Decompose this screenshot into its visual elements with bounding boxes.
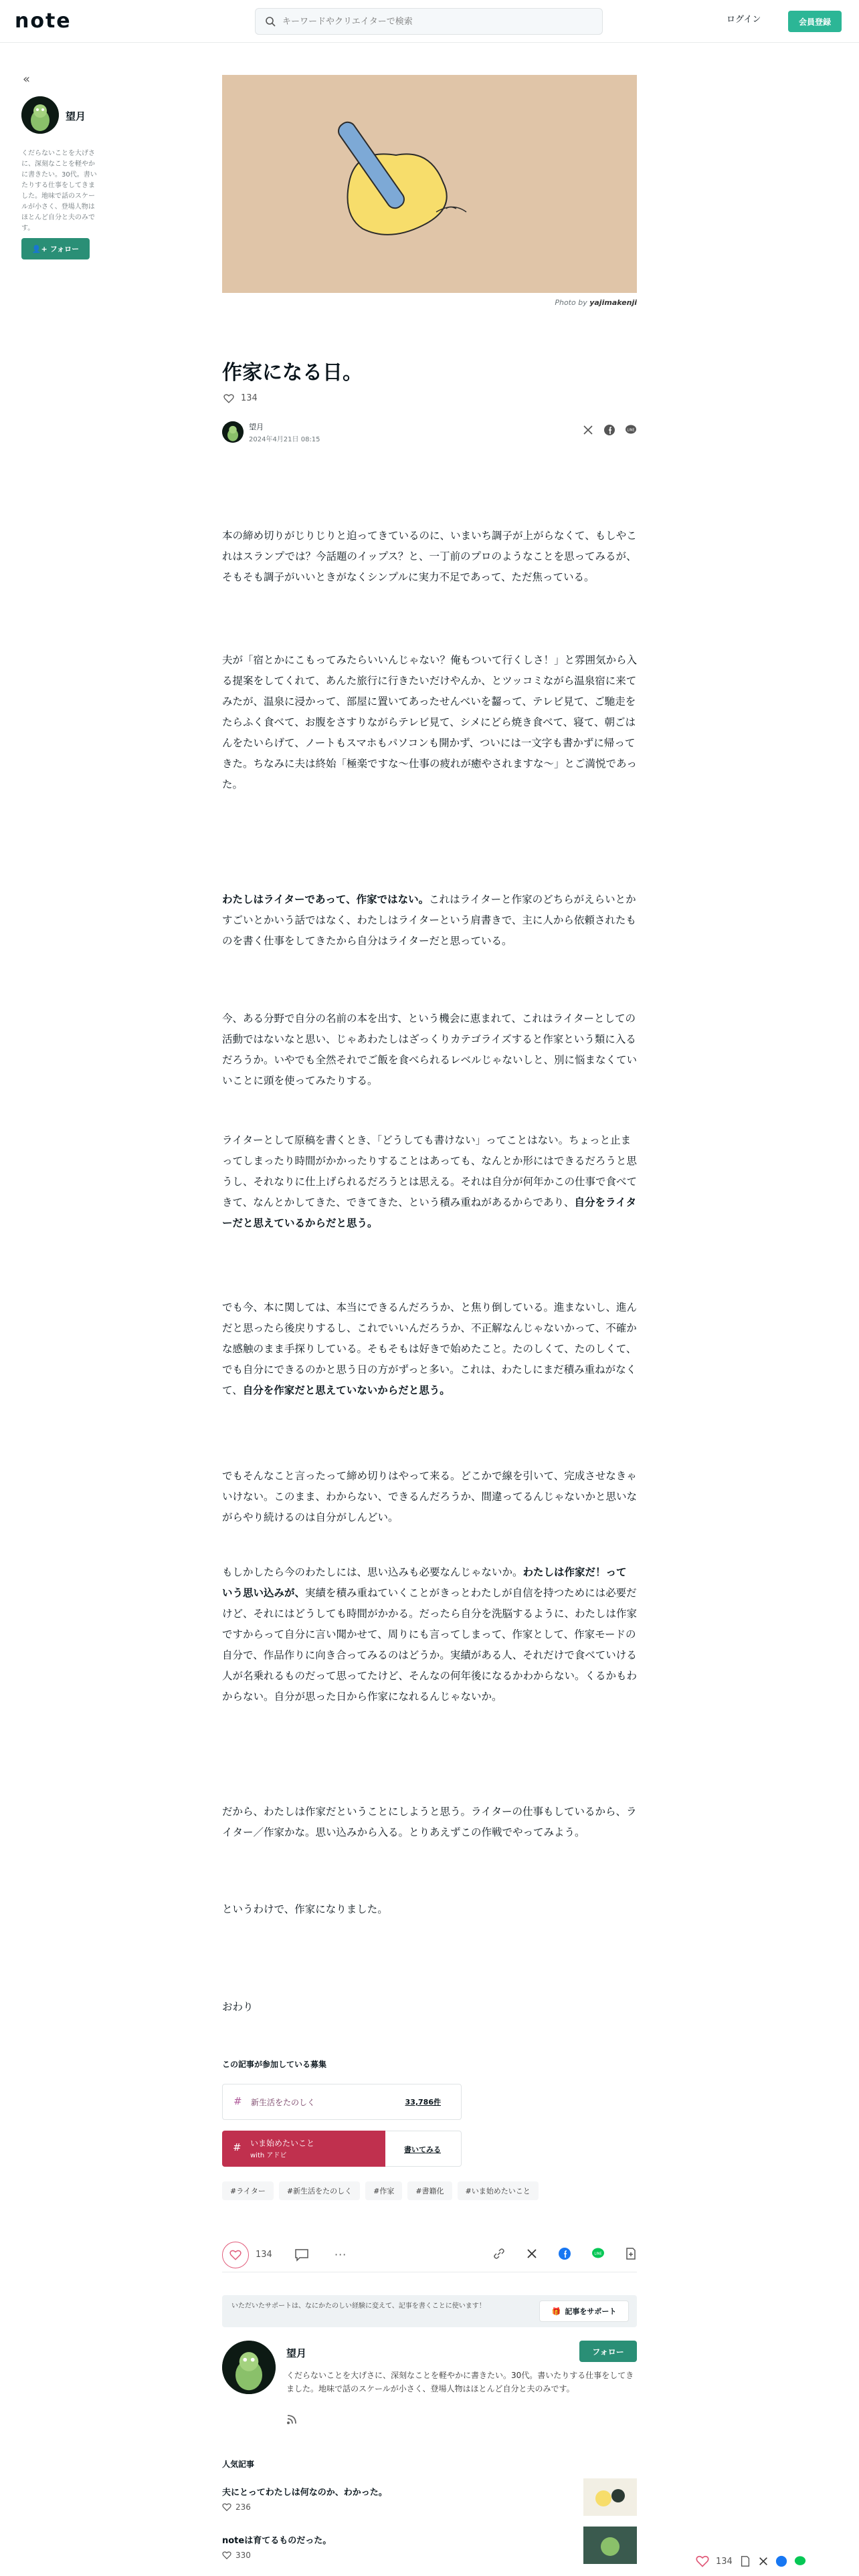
publish-date: 2024年4月21日 08:15 [249,436,320,443]
share-icons-top [582,424,637,436]
magazine-card[interactable] [222,2084,462,2120]
paragraph: だから、わたしは作家だということにしようと思う。ライターの仕事もしているから、ライター／作家かな。思い込みから入る。とりあえずこの作戦でやってみよう。 [222,1806,637,1838]
popular-likes: 330 [222,2551,251,2560]
line-share-icon[interactable] [625,424,637,436]
login-link[interactable]: ログイン [727,15,761,25]
popular-heading: 人気記事 [222,2460,255,2469]
tag[interactable]: #いま始めたいこと [458,2181,539,2200]
heart-icon[interactable] [696,2555,709,2567]
magazine-count[interactable]: 33,786件 [405,2098,441,2107]
hero-image [222,75,637,293]
rss-icon[interactable] [286,2414,297,2425]
paragraph: もしかしたら今のわたしには、思い込みも必要なんじゃないか。わたしは作家だ！っていう思い込みが、実績を積み重ねていくことがきっとわたしが自信を持つためには必要だけど、それにはどうしても時間がかかる。だったら自分を洗脳するように、わたしは作家ですからって自分に言い聞かせて、周りにも言ってしまって、作家として、作家モードの自分で、作品作りに向き合ってみるのはどうか。実績がある人、それだけで食べていける人が名乗れるものだって思ってたけど、そんなの何年後になるかわからない。くるかもわからない。自分が思った日から作家になれるんじゃないか。 [222,1566,638,1703]
profile-avatar[interactable] [222,2341,276,2394]
facebook-share-icon[interactable] [558,2247,571,2260]
heart-icon [229,2250,242,2260]
popular-title[interactable]: 夫にとってわたしは何なのか、わかった。 [222,2488,387,2498]
sidebar-author-name[interactable]: 望月 [66,110,86,122]
heart-icon [222,2551,231,2559]
magazine-banner[interactable] [222,2131,385,2167]
share-icons-bottom [492,2247,637,2260]
like-count: 134 [256,2250,272,2260]
paragraph: おわり [222,2001,254,2013]
popular-thumbnail[interactable] [583,2478,637,2516]
floating-action-bar [696,2547,859,2576]
magazines-heading: この記事が参加している募集 [222,2060,327,2069]
comment-icon[interactable] [294,2248,309,2262]
profile-bio: くだらないことを大げさに、深刻なことを軽やかに書きたい。30代。書いたりする仕事をしてきました。地味で話のスケールが小さく、登場人物はほとんど自分と夫のみです。 [286,2371,634,2393]
x-share-icon[interactable] [526,2248,538,2260]
tag[interactable]: #作家 [365,2181,402,2200]
user-plus-icon: 👤+ [31,244,47,253]
save-to-magazine-icon[interactable] [739,2555,751,2567]
svg-text:LINE: LINE [594,2252,602,2256]
paragraph: わたしはライターであって、作家ではない。これはライターと作家のどちらがえらいとかすごいとかいう話ではなく、わたしはライターという肩書きで、主に人から依頼されたものを書く仕事をしてきたから自分はライターだと思っている。 [222,893,636,947]
magazine-card[interactable] [222,2131,462,2167]
article-title: 作家になる日。 [222,361,363,385]
sidebar-follow-button[interactable] [21,238,90,259]
popular-article[interactable] [222,2485,637,2525]
support-text: いただいたサポートは、なにかたのしい経験に変えて、記事を書くことに使います！ [231,2302,486,2310]
profile-name[interactable]: 望月 [286,2347,307,2359]
gift-icon: 🎁 [551,2306,561,2316]
signup-button[interactable]: 会員登録 [788,11,842,32]
popular-thumbnail[interactable] [583,2527,637,2564]
like-button[interactable] [222,2242,249,2268]
sidebar-author-bio: くだらないことを大げさに、深刻なことを軽やかに書きたい。30代。書いたりする仕事をしてきました。地味で話のスケールが小さく、登場人物はほとんど自分と夫のみです。 [21,150,97,232]
facebook-share-icon[interactable] [603,424,615,436]
support-button[interactable]: 🎁 記事をサポート [539,2300,629,2322]
write-button[interactable]: 書いてみる [385,2131,462,2167]
profile-follow-button[interactable]: フォロー [579,2341,637,2362]
heart-icon [223,394,234,403]
paragraph: というわけで、作家になりました。 [222,1903,388,1915]
heart-icon [222,2503,231,2511]
facebook-share-icon[interactable] [775,2555,787,2567]
site-header [0,0,859,43]
line-share-icon[interactable] [794,2555,806,2567]
floating-like-count: 134 [716,2556,733,2567]
collapse-sidebar-icon[interactable]: « [23,72,31,86]
search-box[interactable] [255,8,603,35]
line-share-icon[interactable] [591,2247,605,2260]
author-avatar[interactable] [222,421,244,443]
search-input[interactable] [282,17,577,27]
note-logo[interactable]: note [15,9,72,33]
save-to-magazine-icon[interactable] [625,2247,637,2260]
likes-summary[interactable] [223,393,258,403]
avatar[interactable] [21,96,59,134]
popular-article[interactable] [222,2533,637,2573]
paragraph: でもそんなこと言ったって締め切りはやって来る。どこかで線を引いて、完成させなきゃいけない。このまま、わからない、できるんだろうか、間違ってるんじゃないかと思いながらやり続けるのは自分がしんどい。 [222,1470,638,1523]
tag[interactable]: #書籍化 [407,2181,452,2200]
action-bar [222,2239,637,2272]
photo-credit: Photo by yajimakenji [555,298,637,307]
author-profile [222,2341,637,2434]
author-name[interactable]: 望月 [249,423,264,431]
more-icon[interactable]: ··· [335,2248,347,2261]
photo-credit-link[interactable]: yajimakenji [589,298,637,307]
magazine-sub: with アドビ [250,2152,287,2159]
like-count: 134 [241,393,258,403]
paragraph: 夫が「宿とかにこもってみたらいいんじゃない？俺もついて行くしさ！」と雰囲気から入る提案をしてくれて、あんた旅行に行きたいだけやんか、とツッコミながら温泉宿に来てみたが、温泉に浸かって、部屋に置いてあったせんべいを齧って、テレビ見て、ご馳走をたらふく食べて、お腹をさすりながらテレビ見て、シメにどら焼き食べて、寝て、朝ごはんをたいらげて、ノートもスマホもパソコンも開かず、ついには一文字も書かずに帰ってきた。ちなみに夫は終始「極楽ですな〜仕事の疲れが癒やされますな〜」とご満悦であった。 [222,654,638,790]
search-icon [265,16,276,27]
popular-title[interactable]: noteは育てるものだった。 [222,2536,332,2546]
paragraph: 本の締め切りがじりじりと迫ってきているのに、いまいち調子が上がらなくて、もしやこれはスランプでは？今話題のイップス？と、一丁前のプロのようなことを思ってみるが、そもそも調子がいいときがなくシンプルに実力不足であって、ただ焦っている。 [222,530,637,583]
link-icon[interactable] [492,2247,506,2260]
support-box [222,2295,637,2327]
hashtag-icon: # [233,2141,242,2153]
tag[interactable]: #ライター [222,2181,274,2200]
paragraph: でも今、本に関しては、本当にできるんだろうか、と焦り倒している。進まないし、進んだと思ったら後戻りするし、これでいいんだろうか、不正解なんじゃないかって、不確かな感触のまま手探りしている。そもそもは好きで始めたこと。たのしくて、たのしくて、でも自分にできるのかと思う日の方がずっと多い。これは、わたしにまだ積み重ねがなくて、自分を作家だと思えていないからだと思う。 [222,1301,638,1396]
magazine-label: いま始めたいこと [250,2139,315,2148]
follow-label: フォロー [50,245,80,253]
author-row [222,420,637,447]
x-share-icon[interactable] [758,2556,769,2567]
magazine-label: 新生活をたのしく [251,2098,316,2107]
tag[interactable]: #新生活をたのしく [279,2181,360,2200]
tag-list [222,2181,539,2200]
svg-text:LINE: LINE [627,428,635,433]
paragraph: ライターとして原稿を書くとき、「どうしても書けない」ってことはない。ちょっと止まってしまったり時間がかかったりすることはあっても、なんとか形にはできるだろうと思うし、それなりに仕上げられるだろうとは思える。それは自分が何年かこの仕事で食べてきて、なんとかしてきた、できてきた、という積み重ねがあるからであり、自分をライターだと思えているからだと思う。 [222,1134,638,1229]
hashtag-icon: # [233,2095,242,2107]
popular-likes: 236 [222,2502,251,2512]
x-share-icon[interactable] [582,424,594,436]
paragraph: 今、ある分野で自分の名前の本を出す、という機会に恵まれて、これはライターとしての活動ではないなと思い、じゃあわたしはざっくりカテゴライズすると作家という類に入るだろうか。いやでも全然それでご飯を食べられるレベルじゃないしと、別に悩まなくていいことに頭を使ってみたりする。 [222,1012,638,1087]
